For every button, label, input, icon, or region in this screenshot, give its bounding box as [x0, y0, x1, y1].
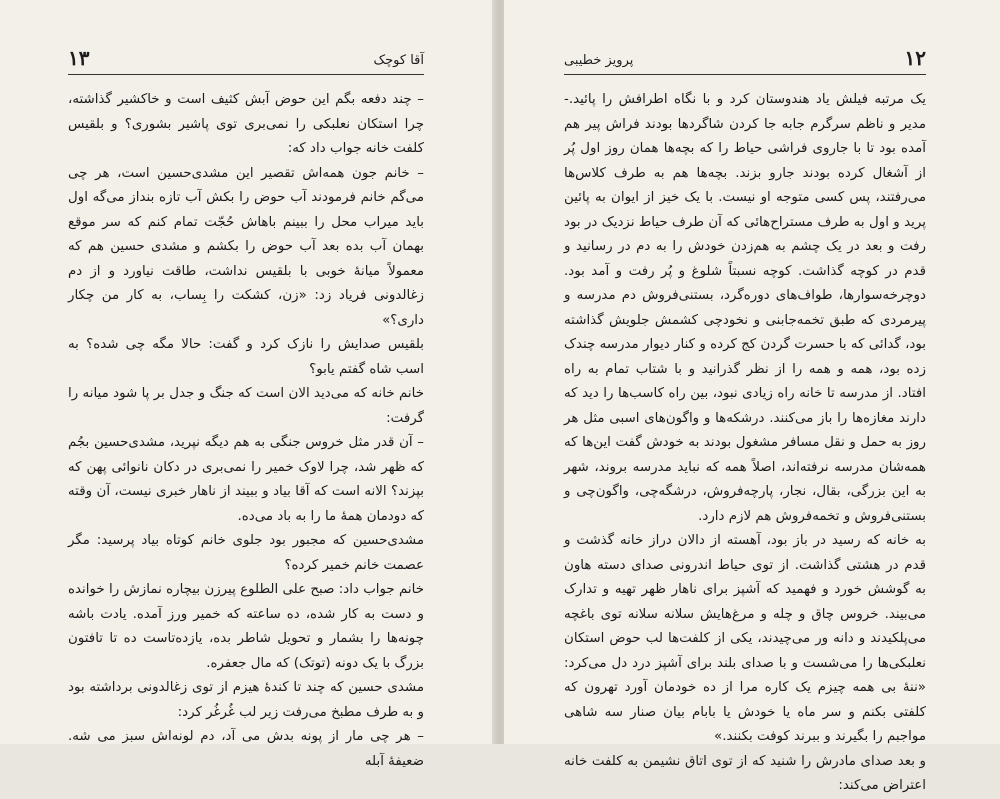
paragraph: یک مرتبه فیلش یاد هندوستان کرد و با نگاه اطرافش را پائید.- مدیر و ناظم سرگرم جابه جا کردن شاگردها بودند فراش پیر هم آمده بود تا با جاروی فراشی حیاط را که بچه‌ها همان روز اول پُر از آشغال کرده بودند جارو بزند. بچه‌ها هم به طرف کلاس‌ها می‌رفتند، پس کسی متوجه او نیست. با یک خیز از ایوان به پائین پرید و اول به طرف مستراح‌هائی که آن طرف حیاط نزدیک در بود رفت و بعد در یک چشم به هم‌زدن خودش را به دم در رسانید و قدم در کوچه گذاشت. کوچه نسبتاً شلوغ و پُر رفت و آمد بود. دوچرخه‌سوارها، طواف‌های دوره‌گرد، بستنی‌فروش دم مدرسه و پیرمردی که طبق تخمه‌جابنی و نخودچی کشمش جلویش گذاشته بود، گدائی که با حسرت گردن کج کرده و کنار دیوار مدرسه چندک زده بود، همه و همه را از نظر گذرانید و با شتاب تمام به راه افتاد. از مدرسه تا خانه راه زیادی نبود، بین راه کاسب‌ها را دید که دارند مغازه‌ها را باز می‌کنند. درشکه‌ها و واگون‌های اسبی مثل هر روز به حمل و نقل مسافر مشغول بودند به خودش گفت این‌ها که همه‌شان مدرسه نرفته‌اند، اصلاً همه که نباید مدرسه بروند، شهر به این بزرگی، بقال، نجار، پارچه‌فروش، درشگه‌چی، واگون‌چی و بستنی‌فروش و تخمه‌فروش هم لازم دارد.: [564, 92, 926, 524]
paragraph: بلقیس صدایش را نازک کرد و گفت: حالا مگه چی شده؟ به اسب شاه گفتم یابو؟: [68, 337, 424, 377]
paragraph: و بعد صدای مادرش را شنید که از توی اتاق نشیمن به کلفت خانه اعتراض می‌کند:: [564, 753, 926, 793]
right-page: [504, 0, 1000, 793]
paragraph: خانم جواب داد: صبح علی الطلوع پیرزن بیچاره نمازش را خوانده و دست به کار شده، ده ساعته که خمیر ورز آمده. یادت باشه چونه‌ها را بشمار و تحویل شاطر بده، یازده‌تاست ده تا تافتون بزرگ با یک دونه (توتک) که مال جعفره.: [68, 582, 424, 671]
paragraph: – هر چی مار از پونه بدش می آد، دم لونه‌اش سبز می شه. ضعیفهٔ آبله: [68, 729, 424, 769]
right-page-header: [564, 44, 926, 75]
page-number: ۱۲: [904, 46, 926, 70]
running-title: آقا کوچک: [373, 53, 424, 68]
paragraph: به خانه که رسید در باز بود، آهسته از دالان دراز خانه گذشت و قدم در هشتی گذاشت. از توی حیاط اندرونی صدای دسته هاون به گوشش خورد و فهمید که آشپز برای ناهار ظهر تهیه و تدارک می‌بیند. خروس چاق و چله و مرغ‌هایش سلانه سلانه توی باغچه می‌پلکیدند و دانه ور می‌چیدند، یکی از کلفت‌ها لب حوض استکان نعلبکی‌ها را می‌شست و با صدای بلند برای آشپز درد دل می‌کرد: «ننهٔ بی همه چیزم یک کاره مرا از ده خودمان آورد تهرون که کلفتی بکنم و سر ماه یا خودش یا بابام بیان صنار سه شاهی مواجبم را بگیرند و ببرند کوفت بکنند.»: [564, 533, 926, 744]
left-page: [0, 0, 496, 769]
right-page-body: [564, 88, 926, 799]
paragraph: خانم خانه که می‌دید الان است که جنگ و جدل بر پا شود میانه را گرفت:: [68, 386, 424, 426]
left-page-body: [68, 88, 424, 774]
paragraph: – چند دفعه بگم این حوض آبش کثیف است و خاکشیر گذاشته، چرا استکان نعلبکی را نمی‌بری توی پاشیر بشوری؟ و بلقیس کلفت خانه جواب داد که:: [68, 92, 424, 156]
paragraph: مشدی‌حسین که مجبور بود جلوی خانم کوتاه بیاد پرسید: مگر عصمت خانم خمیر کرده؟: [68, 533, 424, 573]
page-number: ۱۳: [68, 46, 90, 70]
paragraph: مشدی حسین که چند تا کندهٔ هیزم از توی زغالدونی برداشته بود و به طرف مطبخ می‌رفت زیر لب غُرغُر کرد:: [68, 680, 424, 720]
paragraph: – آن قدر مثل خروس جنگی به هم دیگه نپرید، مشدی‌حسین بجُم که ظهر شد، چرا لاوک خمیر را نمی‌بری در دکان نانوائی پهن که بپزند؟ الانه است که آقا بیاد و ببیند از ناهار خبری نیست، آن وقته که دودمان همهٔ ما را به باد می‌ده.: [68, 435, 424, 524]
paragraph: – خانم جون همه‌اش تقصیر این مشدی‌حسین است، هر چی می‌گم خانم فرمودند آب حوض را بکش آب تازه بنداز می‌گه اول باید میراب محل را ببینم باهاش حُجّت تمام کنم که سر موقع بهمان آب بده بعد آب حوض را بکشم و مشدی حسین هم که معمولاً میانهٔ خوبی با بلقیس نداشت، طاقت نیاورد و از دم زغالدونی فریاد زد: «زن، کشکت را بِساب، به کار من چکار داری؟»: [68, 165, 424, 328]
running-title: پرویز خطیبی: [564, 53, 634, 68]
left-page-header: [68, 44, 424, 75]
